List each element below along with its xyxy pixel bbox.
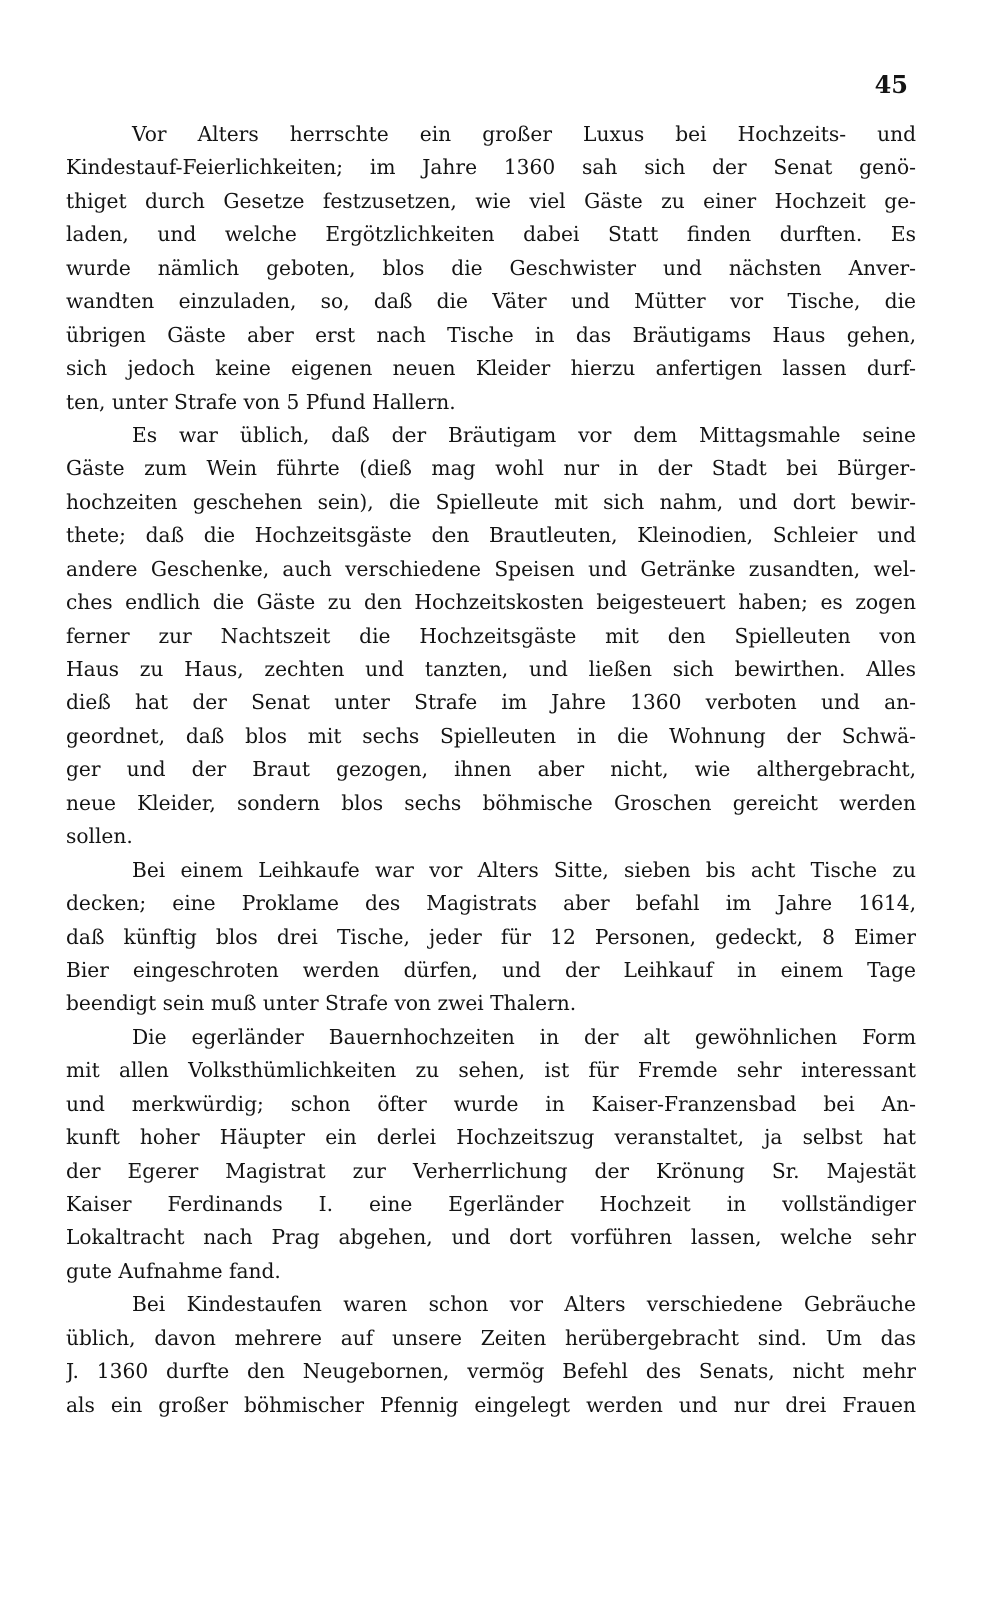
text-line: neue Kleider, sondern blos sechs böhmische Groschen gereicht werden bbox=[66, 790, 916, 815]
text-line: J. 1360 durfte den Neugebornen, vermög Befehl des Senats, nicht mehr bbox=[66, 1359, 916, 1384]
text-line: ger und der Braut gezogen, ihnen aber nicht, wie althergebracht, bbox=[66, 757, 916, 782]
text-line: laden, und welche Ergötzlichkeiten dabei Statt finden durften. Es bbox=[66, 222, 916, 247]
page-number: 45 bbox=[874, 70, 908, 99]
text-line: wurde nämlich geboten, blos die Geschwister und nächsten Anver- bbox=[66, 255, 916, 280]
text-line: sollen. bbox=[66, 824, 133, 849]
text-line: hochzeiten geschehen sein), die Spielleute mit sich nahm, und dort bewir- bbox=[66, 489, 916, 514]
text-line: dieß hat der Senat unter Strafe im Jahre 1360 verboten und an- bbox=[66, 690, 916, 715]
text-line: Vor Alters herrschte ein großer Luxus bei Hochzeits- und bbox=[132, 122, 916, 146]
paragraph bbox=[66, 419, 916, 854]
text-line: Bier eingeschroten werden dürfen, und der Leihkauf in einem Tage bbox=[66, 957, 916, 982]
text-line: Bei einem Leihkaufe war vor Alters Sitte, sieben bis acht Tische zu bbox=[132, 857, 916, 882]
text-line: andere Geschenke, auch verschiedene Speisen und Getränke zusandten, wel- bbox=[66, 556, 916, 581]
text-line: gute Aufnahme fand. bbox=[66, 1258, 281, 1283]
text-line: ches endlich die Gäste zu den Hochzeitskosten beigesteuert haben; es zogen bbox=[66, 590, 916, 615]
text-line: Kaiser Ferdinands I. eine Egerländer Hochzeit in vollständiger bbox=[66, 1192, 916, 1216]
text-line: kunft hoher Häupter ein derlei Hochzeitszug veranstaltet, ja selbst hat bbox=[66, 1125, 916, 1150]
text-line: ten, unter Strafe von 5 Pfund Hallern. bbox=[66, 389, 456, 414]
text-line: Es war üblich, daß der Bräutigam vor dem Mittagsmahle seine bbox=[132, 422, 916, 447]
text-line: Die egerländer Bauernhochzeiten in der alt gewöhnlichen Form bbox=[132, 1024, 916, 1049]
text-line: übrigen Gäste aber erst nach Tische in das Bräutigams Haus gehen, bbox=[66, 322, 916, 347]
text-line: Kindestauf-Feierlichkeiten; im Jahre 1360 sah sich der Senat genö- bbox=[66, 155, 916, 180]
text-line: geordnet, daß blos mit sechs Spielleuten in die Wohnung der Schwä- bbox=[66, 723, 916, 748]
text-line: ferner zur Nachtszeit die Hochzeitsgäste mit den Spielleuten von bbox=[66, 623, 916, 648]
text-line: und merkwürdig; schon öfter wurde in Kaiser-Franzensbad bei An- bbox=[66, 1091, 916, 1116]
text-line: thiget durch Gesetze festzusetzen, wie viel Gäste zu einer Hochzeit ge- bbox=[66, 188, 916, 213]
text-line: mit allen Volksthümlichkeiten zu sehen, ist für Fremde sehr interessant bbox=[66, 1058, 916, 1083]
text-line: üblich, davon mehrere auf unsere Zeiten herübergebracht sind. Um das bbox=[66, 1325, 916, 1350]
text-line: beendigt sein muß unter Strafe von zwei Thalern. bbox=[66, 991, 577, 1016]
text-line: daß künftig blos drei Tische, jeder für 12 Personen, gedeckt, 8 Eimer bbox=[66, 924, 916, 949]
text-line: der Egerer Magistrat zur Verherrlichung der Krönung Sr. Majestät bbox=[66, 1158, 916, 1183]
text-line: Bei Kindestaufen waren schon vor Alters verschiedene Gebräuche bbox=[132, 1292, 916, 1317]
text-line: thete; daß die Hochzeitsgäste den Brautleuten, Kleinodien, Schleier und bbox=[66, 523, 916, 548]
text-line: Haus zu Haus, zechten und tanzten, und ließen sich bewirthen. Alles bbox=[66, 657, 916, 681]
text-line: wandten einzuladen, so, daß die Väter und Mütter vor Tische, die bbox=[66, 289, 916, 314]
paragraph bbox=[66, 118, 916, 419]
text-line: sich jedoch keine eigenen neuen Kleider hierzu anfertigen lassen durf- bbox=[66, 356, 916, 381]
paragraph bbox=[66, 1021, 916, 1289]
paragraph bbox=[66, 1288, 916, 1422]
text-line: Lokaltracht nach Prag abgehen, und dort vorführen lassen, welche sehr bbox=[66, 1225, 916, 1250]
text-line: Gäste zum Wein führte (dieß mag wohl nur in der Stadt bei Bürger- bbox=[66, 456, 916, 481]
body-text bbox=[66, 118, 916, 1422]
paragraph bbox=[66, 854, 916, 1021]
text-line: decken; eine Proklame des Magistrats aber befahl im Jahre 1614, bbox=[66, 891, 916, 916]
text-line: als ein großer böhmischer Pfennig eingelegt werden und nur drei Frauen bbox=[66, 1392, 916, 1417]
